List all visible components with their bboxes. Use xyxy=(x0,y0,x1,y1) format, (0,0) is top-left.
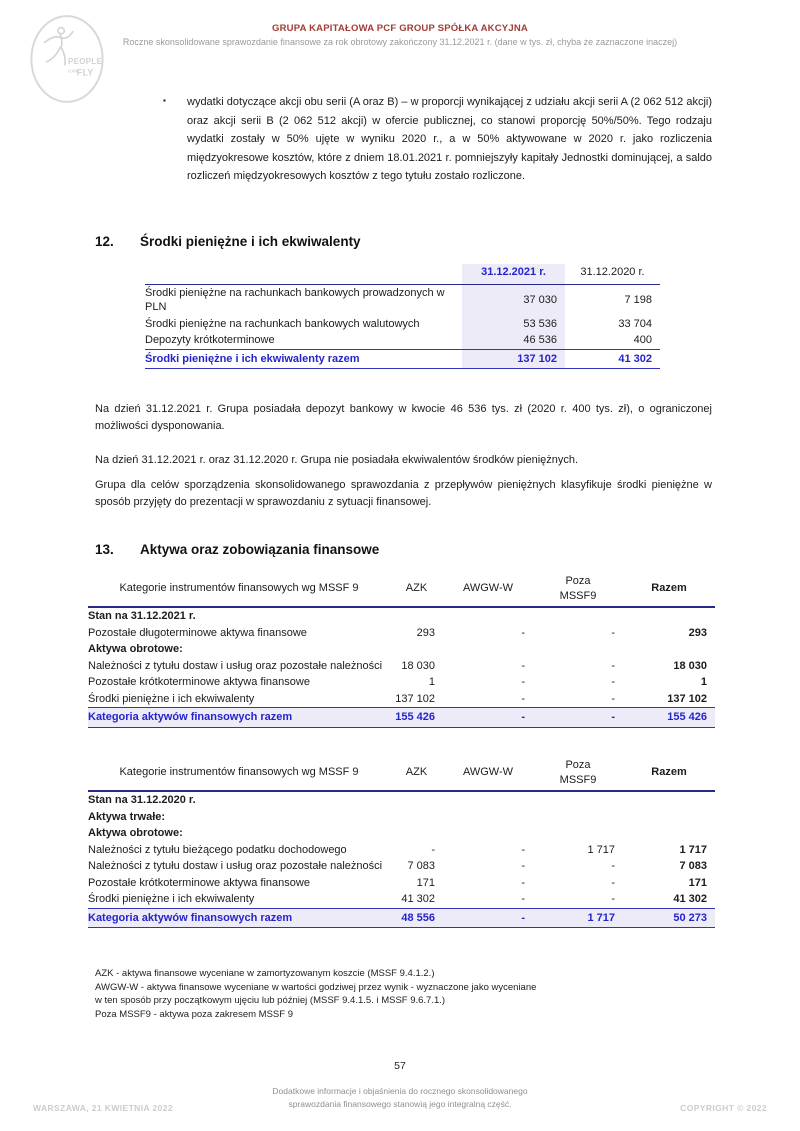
intro-bullet-item xyxy=(163,93,712,186)
footer-note-line1: Dodatkowe informacje i objaśnienia do rocznego skonsolidowanego xyxy=(272,1086,528,1096)
value-azk: 18 030 xyxy=(401,659,435,672)
table-row xyxy=(88,691,715,708)
row-label: Należności z tytułu bieżącego podatku dochodowego xyxy=(88,843,347,856)
value-awgw: - xyxy=(521,860,525,872)
total-poza: - xyxy=(533,708,623,728)
column-header-awgw: AWGW-W xyxy=(443,757,533,791)
intro-bullet-text: wydatki dotyczące akcji obu serii (A oraz B) – w proporcji wynikającej z udziału akcji serii A (2 062 512 akcji) oraz akcji serii B (2 062 512 akcji) w ofercie publicznej, co stanowi proporcję 50%/50%. Tego rodzaju wydatki zostały w 50% ujęte w wyniku 2020 r., a w 50% aktywowane w 2020 r. jako rozliczenia międzyokresowe kosztów, które z dniem 18.01.2021 r. pomniejszyły kapitały Jednostki dominującej, a saldo rozliczeń międzyokresowych kosztów z tego tytułu zostało rozliczone. xyxy=(187,96,712,182)
page-number: 57 xyxy=(394,1060,406,1072)
value-azk: 137 102 xyxy=(395,692,435,705)
table-header-row xyxy=(88,573,715,607)
value-awgw: - xyxy=(521,843,525,856)
table-row xyxy=(145,316,660,333)
value-razem: 1 717 xyxy=(679,843,707,856)
financial-categories-table-2021 xyxy=(88,573,715,728)
total-poza: 1 717 xyxy=(533,908,623,928)
table-row xyxy=(145,332,660,349)
total-label: Środki pieniężne i ich ekwiwalenty razem xyxy=(145,349,462,369)
section-label: Stan na 31.12.2020 r. xyxy=(88,794,196,806)
column-header-category-text: Kategorie instrumentów finansowych wg MSSF 9 xyxy=(119,582,359,595)
column-header-poza xyxy=(533,757,623,791)
column-header-2020: 31.12.2020 r. xyxy=(565,264,660,284)
total-awgw: - xyxy=(443,908,533,928)
value-poza: - xyxy=(611,676,615,688)
logo-text-can: CAN xyxy=(67,68,78,74)
logo-wordmark xyxy=(68,57,103,78)
column-header-poza-text: Poza MSSF9 xyxy=(559,575,597,602)
table-header-row xyxy=(88,757,715,791)
footer-note-line2: sprawozdania finansowego stanowią jego integralną część. xyxy=(288,1098,512,1109)
value-awgw: - xyxy=(521,676,525,688)
footnote-line: Poza MSSF9 - aktywa poza zakresem MSSF 9 xyxy=(95,1008,293,1020)
row-label: Pozostałe krótkoterminowe aktywa finansowe xyxy=(88,676,310,688)
section-12-title: Środki pieniężne i ich ekwiwalenty xyxy=(140,234,361,249)
table-row xyxy=(88,658,715,675)
table-footnotes xyxy=(95,967,715,1021)
total-awgw: - xyxy=(443,708,533,728)
total-2021: 137 102 xyxy=(462,349,565,369)
table-section-row xyxy=(88,809,715,826)
total-2020: 41 302 xyxy=(565,349,660,369)
total-azk: 155 426 xyxy=(390,708,443,728)
value-awgw: - xyxy=(521,692,525,705)
value-2020: 7 198 xyxy=(624,293,652,306)
column-header-razem: Razem xyxy=(623,573,715,607)
table-row xyxy=(88,625,715,642)
value-awgw: - xyxy=(521,876,525,889)
section-13-heading xyxy=(95,542,379,557)
value-2020: 33 704 xyxy=(618,317,652,330)
value-razem: 18 030 xyxy=(673,659,707,672)
column-header-category xyxy=(88,757,390,791)
value-azk: 41 302 xyxy=(401,893,435,905)
value-poza: - xyxy=(611,860,615,872)
footnote-line: AWGW-W - aktywa finansowe wyceniane w wartości godziwej przez wynik - wyznaczone jako wyceniane xyxy=(95,981,537,993)
column-header-2021: 31.12.2021 r. xyxy=(462,264,565,284)
value-poza: - xyxy=(611,893,615,905)
row-label: Należności z tytułu dostaw i usług oraz pozostałe należności xyxy=(88,860,383,872)
paragraph: Na dzień 31.12.2021 r. Grupa posiadała depozyt bankowy w kwocie 46 536 tys. zł (2020 r. 400 tys. zł), o ograniczonej możliwości dysponowania. xyxy=(95,403,712,432)
section-12-heading xyxy=(95,234,361,249)
column-header-poza xyxy=(533,573,623,607)
table-row xyxy=(88,842,715,859)
value-azk: 7 083 xyxy=(407,860,435,872)
value-azk: - xyxy=(431,843,435,856)
value-razem: 41 302 xyxy=(673,893,707,905)
table-row xyxy=(88,891,715,908)
table-section-row xyxy=(88,641,715,658)
total-azk: 48 556 xyxy=(390,908,443,928)
empty-header-cell xyxy=(145,264,462,284)
column-header-poza-text: Poza MSSF9 xyxy=(559,759,597,786)
row-label: Należności z tytułu dostaw i usług oraz pozostałe należności xyxy=(88,659,383,672)
value-azk: 171 xyxy=(416,876,435,889)
section-label: Aktywa trwałe: xyxy=(88,810,166,823)
value-poza: - xyxy=(611,876,615,889)
table-section-row xyxy=(88,607,715,625)
column-header-awgw: AWGW-W xyxy=(443,573,533,607)
total-label: Kategoria aktywów finansowych razem xyxy=(88,708,390,728)
total-label: Kategoria aktywów finansowych razem xyxy=(88,908,390,928)
value-2021: 37 030 xyxy=(462,284,565,316)
logo-text-people: PEOPLE xyxy=(67,56,103,66)
value-poza: - xyxy=(611,626,615,639)
table-total-row xyxy=(88,908,715,928)
value-poza: - xyxy=(611,692,615,705)
row-label: Środki pieniężne i ich ekwiwalenty xyxy=(88,692,255,705)
document-subtitle: Roczne skonsolidowane sprawozdanie finansowe za rok obrotowy zakończony 31.12.2021 r. (dane w tys. zł, chyba że zaznaczone inaczej) xyxy=(122,37,678,47)
row-label: Pozostałe krótkoterminowe aktywa finansowe xyxy=(88,876,310,889)
column-header-category xyxy=(88,573,390,607)
row-label: Środki pieniężne na rachunkach bankowych walutowych xyxy=(145,317,420,330)
logo-text-fly: FLY xyxy=(76,67,94,78)
row-label: Środki pieniężne na rachunkach bankowych prowadzonych w PLN xyxy=(145,286,445,313)
value-awgw: - xyxy=(521,626,525,639)
column-header-category-text: Kategorie instrumentów finansowych wg MSSF 9 xyxy=(119,766,359,779)
value-2020: 400 xyxy=(633,334,652,346)
value-poza: 1 717 xyxy=(587,843,615,856)
column-header-azk: AZK xyxy=(390,573,443,607)
paragraph: Grupa dla celów sporządzenia skonsolidowanego sprawozdania z przepływów pieniężnych klasyfikuje środki pieniężne w sposób przyjęty do prezentacji w sprawozdaniu z sytuacji finansowej. xyxy=(95,479,712,508)
value-2021: 53 536 xyxy=(462,316,565,333)
footer-copyright: COPYRIGHT © 2022 xyxy=(680,1103,767,1113)
section-13-title: Aktywa oraz zobowiązania finansowe xyxy=(140,542,380,557)
value-awgw: - xyxy=(521,893,525,905)
value-azk: 293 xyxy=(416,626,435,639)
table-header-row xyxy=(145,264,660,284)
section-label: Aktywa obrotowe: xyxy=(88,827,183,839)
value-razem: 293 xyxy=(688,626,707,639)
table-section-row xyxy=(88,791,715,809)
section-label: Stan na 31.12.2021 r. xyxy=(88,610,196,622)
section-label: Aktywa obrotowe: xyxy=(88,643,183,655)
cash-equivalents-table xyxy=(145,264,660,369)
footnote-line: AZK - aktywa finansowe wyceniane w zamortyzowanym koszcie (MSSF 9.4.1.2.) xyxy=(95,968,435,979)
footnote-line: w ten sposób przy początkowym ujęciu lub później (MSSF 9.4.1.5. i MSSF 9.6.7.1.) xyxy=(95,995,446,1006)
row-label: Środki pieniężne i ich ekwiwalenty xyxy=(88,893,255,905)
section-12-number: 12. xyxy=(95,234,114,249)
value-razem: 7 083 xyxy=(679,860,707,872)
column-header-azk: AZK xyxy=(390,757,443,791)
total-razem: 155 426 xyxy=(623,708,715,728)
row-label: Depozyty krótkoterminowe xyxy=(145,334,275,346)
value-razem: 1 xyxy=(700,676,707,688)
value-awgw: - xyxy=(521,659,525,672)
table-total-row xyxy=(145,349,660,369)
value-razem: 137 102 xyxy=(667,692,707,705)
value-2021: 46 536 xyxy=(462,332,565,349)
value-poza: - xyxy=(611,659,615,672)
bullet-marker: ▪ xyxy=(163,96,166,105)
paragraph: Na dzień 31.12.2021 r. oraz 31.12.2020 r. Grupa nie posiadała ekwiwalentów środków pieniężnych. xyxy=(95,454,579,466)
section-13-number: 13. xyxy=(95,542,114,557)
row-label: Pozostałe długoterminowe aktywa finansowe xyxy=(88,626,307,639)
table-row xyxy=(145,284,660,316)
value-azk: 1 xyxy=(428,676,435,688)
document-title: GRUPA KAPITAŁOWA PCF GROUP SPÓŁKA AKCYJNA xyxy=(272,23,528,34)
table-row xyxy=(88,858,715,875)
table-row xyxy=(88,875,715,892)
footer-place-date: WARSZAWA, 21 KWIETNIA 2022 xyxy=(33,1103,173,1113)
value-razem: 171 xyxy=(688,876,707,889)
table-total-row xyxy=(88,708,715,728)
financial-categories-table-2020 xyxy=(88,757,715,928)
table-section-row xyxy=(88,825,715,842)
total-razem: 50 273 xyxy=(623,908,715,928)
column-header-razem: Razem xyxy=(623,757,715,791)
table-row xyxy=(88,674,715,691)
